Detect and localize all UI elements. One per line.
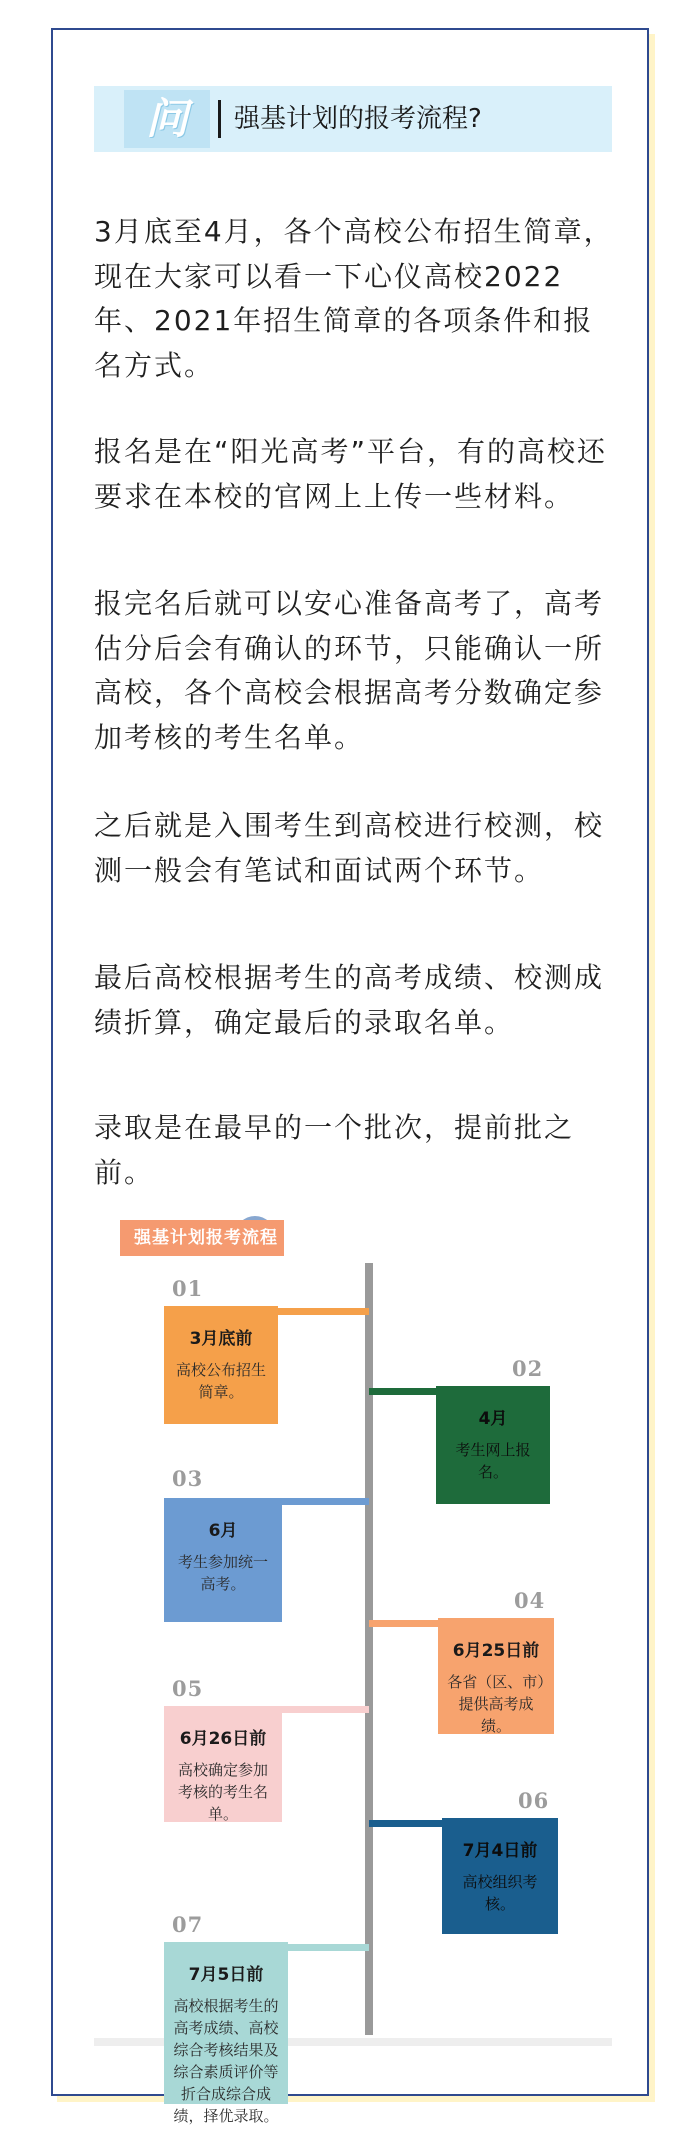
step-description: 高校组织考核。 [462,1873,538,1913]
step-date: 6月 [208,1521,238,1541]
step-card [438,1618,554,1734]
step-description: 考生网上报名。 [455,1441,531,1481]
step-connector [369,1388,436,1395]
step-connector [369,1820,442,1827]
step-connector [278,1308,369,1315]
step-number: 03 [172,1466,204,1491]
step-number: 07 [172,1912,204,1937]
paragraph: 报完名后就可以安心准备高考了，高考估分后会有确认的环节，只能确认一所高校，各个高校会根据高考分数确定参加考核的考生名单。 [94,587,605,754]
paragraph: 报名是在“阳光高考”平台，有的高校还要求在本校的官网上上传一些材料。 [94,435,608,513]
step-connector [369,1620,438,1627]
step-connector [282,1498,369,1505]
step-number: 06 [518,1788,550,1813]
header-divider [218,100,221,138]
paragraph: 之后就是入围考生到高校进行校测，校测一般会有笔试和面试两个环节。 [94,809,605,887]
question-badge-char: 问 [145,94,188,143]
step-number: 01 [172,1276,204,1301]
step-description: 高校确定参加考核的考生名单。 [177,1761,268,1823]
step-connector [288,1944,369,1951]
step-card [164,1706,282,1822]
step-card [436,1386,550,1504]
step-date: 6月26日前 [179,1729,267,1749]
step-number: 05 [172,1676,204,1701]
paragraph: 最后高校根据考生的高考成绩、校测成绩折算，确定最后的录取名单。 [94,961,605,1039]
step-connector [282,1706,369,1713]
step-number: 02 [512,1356,544,1381]
step-number: 04 [514,1588,546,1613]
question-title: 强基计划的报考流程? [234,104,482,134]
step-date: 7月4日前 [462,1841,538,1861]
step-card [164,1498,282,1622]
question-badge [124,90,210,148]
step-description: 各省（区、市）提供高考成绩。 [447,1673,545,1735]
timeline-axis [365,1263,373,2035]
step-description: 高校公布招生简章。 [175,1361,266,1401]
step-date: 3月底前 [189,1329,253,1349]
step-description: 考生参加统一高考。 [177,1553,268,1593]
paragraph: 录取是在最早的一个批次，提前批之前。 [94,1111,575,1189]
flowchart-title: 强基计划报考流程 [120,1220,284,1256]
article-card [51,28,649,2125]
step-date: 6月25日前 [452,1641,540,1661]
step-description: 高校根据考生的高考成绩、高校综合考核结果及综合素质评价等折合成综合成绩，择优录取。 [173,1997,279,2125]
step-card [164,1306,278,1424]
paragraph: 3月底至4月，各个高校公布招生简章，现在大家可以看一下心仪高校2022年、2021年招生简章的各项条件和报名方式。 [94,215,614,382]
question-header [94,86,612,152]
step-date: 7月5日前 [188,1965,264,1985]
step-card [442,1818,558,1934]
step-date: 4月 [478,1409,508,1429]
step-card [164,1942,288,2125]
process-flowchart [94,1198,612,2125]
